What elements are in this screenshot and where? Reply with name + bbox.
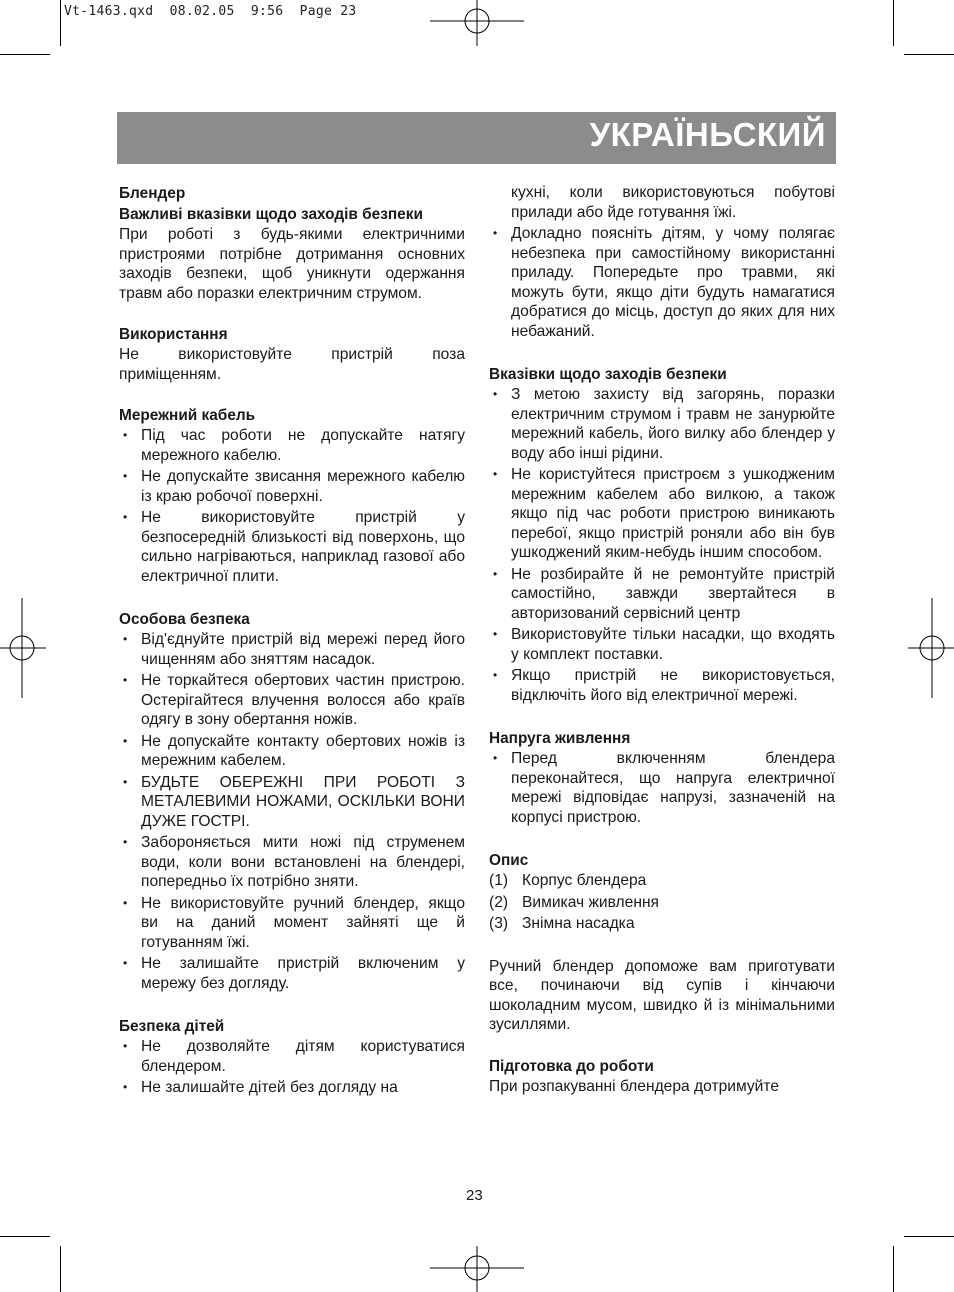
item-number: (2): [489, 893, 509, 911]
registration-mark-top: [430, 0, 524, 46]
safety-intro: При роботі з будь-якими електричними пристроями потрібне дотримання основних заходів безпеки, щоб уникнути одержання травм або поразки електричним струмом.: [119, 226, 465, 302]
list-item: • Не розбирайте й не ремонтуйте пристрій самостійно, завжди звертайтеся в авторизований сервісний центр: [489, 565, 835, 624]
preparation-text: При розпакуванні блендера дотримуйте: [489, 1077, 780, 1095]
usage-text: Не використовуйте пристрій поза приміщенням.: [119, 346, 465, 383]
voltage-list: [489, 749, 835, 827]
list-item: • Якщо пристрій не використовується, відключіть його від електричної мережі.: [489, 666, 835, 705]
item-text: Вимикач живлення: [522, 893, 660, 911]
section-heading-description: Опис: [489, 852, 529, 869]
list-item: • Від'єднуйте пристрій від мережі перед його чищенням або зняттям насадок.: [119, 630, 465, 669]
section-heading-safety-instructions: Вказівки щодо заходів безпеки: [489, 366, 727, 383]
section-heading-preparation: Підготовка до роботи: [489, 1057, 654, 1075]
item-number: (3): [489, 915, 509, 932]
safety-instructions-list: [489, 385, 835, 705]
item-text: Корпус блендера: [522, 872, 647, 889]
list-item: • Не торкайтеся обертових частин пристрою. Остерігайтеся влучення волосся або країв одягу в зону обертання ножів.: [119, 671, 465, 730]
language-banner: [117, 112, 836, 164]
registration-mark-right: [908, 598, 954, 698]
crop-mark: [60, 1246, 61, 1292]
description-item: [489, 871, 835, 891]
section-heading-personal-safety: Особова безпека: [119, 611, 250, 628]
left-column: [119, 183, 465, 1100]
list-item: • Під час роботи не допускайте натягу мережного кабелю.: [119, 426, 465, 465]
list-item: • Використовуйте тільки насадки, що входять у комплект поставки.: [489, 625, 835, 664]
crop-mark: [904, 54, 954, 55]
crop-mark: [0, 1236, 50, 1237]
item-text: Знімна насадка: [522, 915, 635, 932]
personal-safety-list: [119, 630, 465, 993]
crop-mark: [0, 54, 50, 55]
list-item: • Докладно поясніть дітям, у чому полягає небезпека при самостійному використанні приладу. Попередьте про травми, які можуть бути, якщо діти будуть намагатися добратися до місць, доступ до яких для них небажаний.: [489, 224, 835, 341]
list-item: • БУДЬТЕ ОБЕРЕЖНІ ПРИ РОБОТІ З МЕТАЛЕВИМИ НОЖАМИ, ОСКІЛЬКИ ВОНИ ДУЖЕ ГОСТРІ.: [119, 773, 465, 832]
crop-mark: [60, 0, 61, 46]
list-item: • Перед включенням блендера переконайтеся, що напруга електричної мережі відповідає напрузі, зазначеній на корпусі пристрою.: [489, 749, 835, 827]
section-heading-children: Безпека дітей: [119, 1018, 225, 1035]
list-item: • Не дозволяйте дітям користуватися блендером.: [119, 1037, 465, 1076]
section-heading-cable: Мережний кабель: [119, 407, 256, 424]
list-item: • Не користуйтеся пристроєм з ушкодженим мережним кабелем або вилкою, а також якщо під час роботи пристрою виникають перебої, якщо пристрій роняли або він був ушкоджений яким-небудь іншим способом.: [489, 465, 835, 563]
registration-mark-bottom: [430, 1246, 524, 1292]
right-column: [489, 183, 835, 1096]
section-title: Блендер: [119, 185, 186, 202]
description-list: [489, 871, 835, 934]
list-item: • З метою захисту від загорянь, поразки електричним струмом і травм не занурюйте мережний кабель, його вилку або блендер у воду або інші рідини.: [489, 385, 835, 463]
continued-text: кухні, коли використовуються побутові прилади або йде готування їжі.: [511, 184, 835, 221]
list-item: • Не використовуйте пристрій у безпосередній близькості від поверхонь, що сильно нагріваються, наприклад газової або електричної плити.: [119, 508, 465, 586]
section-heading-safety: Важливі вказівки щодо заходів безпеки: [119, 206, 423, 223]
crop-mark: [904, 1236, 954, 1237]
section-heading-usage: Використання: [119, 326, 228, 343]
list-item: • Забороняється мити ножі під струменем води, коли вони встановлені на блендері, попередньо їх потрібно зняти.: [119, 833, 465, 892]
item-number: (1): [489, 872, 509, 889]
crop-mark: [893, 0, 894, 46]
description-item: [489, 893, 835, 913]
list-item: • Не залишайте дітей без догляду на: [119, 1078, 465, 1098]
children-list-continued: [489, 224, 835, 341]
language-title: УКРАЇНЬСКИЙ: [589, 116, 826, 153]
list-item: • Не допускайте контакту обертових ножів із мережним кабелем.: [119, 732, 465, 771]
file-slug: Vt-1463.qxd 08.02.05 9:56 Page 23: [64, 4, 357, 19]
list-item: • Не використовуйте ручний блендер, якщо ви на даний момент зайняті ще й готуванням їжі.: [119, 894, 465, 953]
registration-mark-left: [0, 598, 46, 698]
section-heading-voltage: Напруга живлення: [489, 730, 631, 747]
list-item: • Не допускайте звисання мережного кабелю із краю робочої поверхні.: [119, 467, 465, 506]
page-number: 23: [466, 1187, 483, 1204]
cable-list: [119, 426, 465, 586]
description-item: [489, 914, 835, 934]
list-item: • Не залишайте пристрій включеним у мережу без догляду.: [119, 954, 465, 993]
description-text: Ручний блендер допоможе вам приготувати все, починаючи від супів і кінчаючи шоколадним мусом, швидко й із мінімальними зусиллями.: [489, 957, 835, 1033]
crop-mark: [893, 1246, 894, 1292]
children-list: [119, 1037, 465, 1098]
